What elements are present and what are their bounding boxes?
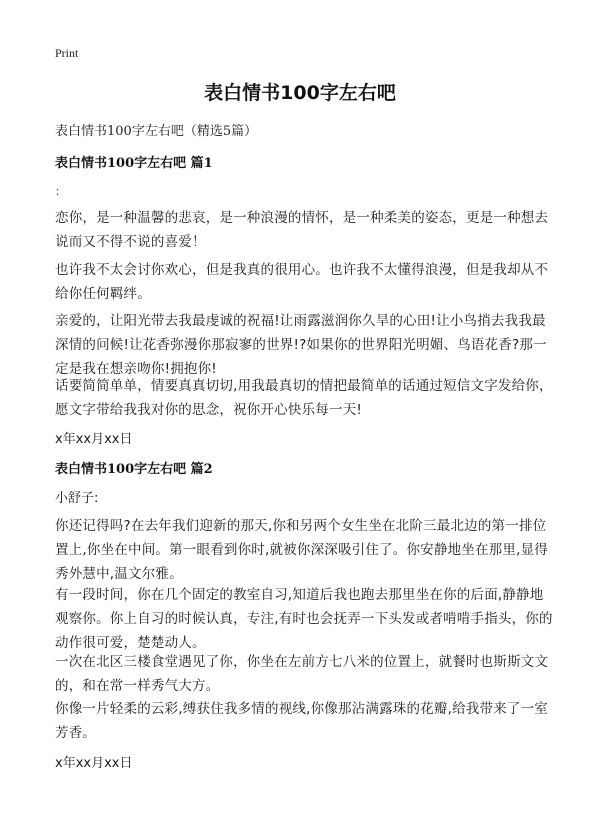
section-1-paragraph-1: 恋你，是一种温馨的悲哀，是一种浪漫的情怀，是一种柔美的姿态，更是一种想去说而又不得不说的喜爱！ bbox=[55, 210, 549, 250]
section-2-paragraph-1: 你还记得吗?在去年我们迎新的那天,你和另两个女生坐在北阶三最北边的第一排位置上,你坐在中间。第一眼看到你时,就被你深深吸引住了。你安静地坐在那里,显得秀外慧中,温文尔雅。 bbox=[55, 518, 548, 582]
section-1-paragraph-2: 也许我不太会讨你欢心，但是我真的很用心。也许我不太懂得浪漫，但是我却从不给你任何羁绊。 bbox=[55, 262, 549, 302]
section-2-paragraph-4: 你像一片轻柔的云彩,缚获住我多情的视线,你像那沾满露珠的花瓣,给我带来了一室芳香。 bbox=[55, 701, 548, 741]
section-2-paragraph-3: 一次在北区三楼食堂遇见了你，你坐在左前方七八米的位置上，就餐时也斯斯文文的，和在常一样秀气大方。 bbox=[55, 654, 549, 694]
section-1-paragraph-3: 亲爱的，让阳光带去我最虔诚的祝福!让雨露滋润你久旱的心田!让小鸟捎去我我最深情的问候!让花香弥漫你那寂寥的世界!?如果你的世界阳光明媚、鸟语花香?那一定是我在想亲吻你!拥抱你! bbox=[55, 313, 547, 377]
section-2-heading: 表白情书100字左右吧 篇2 bbox=[55, 462, 213, 477]
section-2-greeting: 小舒子: bbox=[55, 491, 99, 506]
section-1-mark: ： bbox=[55, 185, 66, 198]
print-label[interactable]: Print bbox=[55, 46, 79, 60]
page-title: 表白情书100字左右吧 bbox=[204, 82, 396, 104]
section-1-date: x年xx月xx日 bbox=[55, 432, 133, 447]
section-2-date: x年xx月xx日 bbox=[55, 756, 133, 771]
document-subtitle: 表白情书100字左右吧（精选5篇） bbox=[55, 124, 258, 139]
section-2-paragraph-2: 有一段时间，你在几个固定的教室自习,知道后我也跑去那里坐在你的后面,静静地观察你。你上自习的时候认真，专注,有时也会抚弄一下头发或者啃啃手指头，你的动作很可爱，楚楚动人。 bbox=[55, 587, 553, 651]
section-1-paragraph-4: 话要简简单单，情要真真切切,用我最真切的情把最简单的话通过短信文字发给你，愿文字带给我我对你的思念，祝你开心快乐每一天! bbox=[55, 378, 553, 418]
section-1-heading: 表白情书100字左右吧 篇1 bbox=[55, 156, 213, 171]
